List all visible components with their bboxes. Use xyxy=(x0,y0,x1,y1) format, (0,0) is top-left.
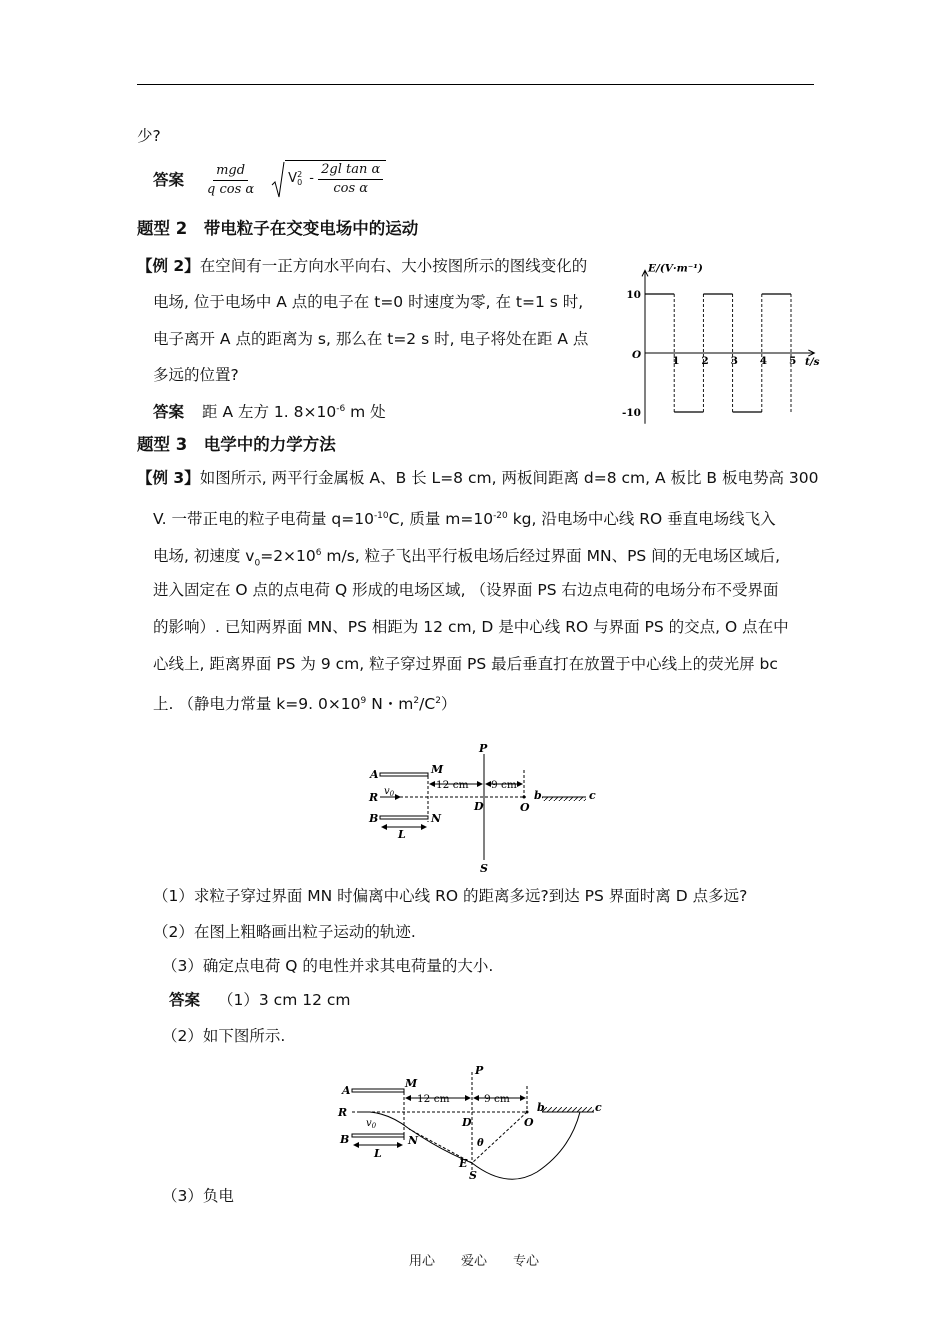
label-r: R xyxy=(369,791,379,804)
question-2: （2）在图上粗略画出粒子运动的轨迹. xyxy=(153,923,416,941)
label-b: B xyxy=(340,1133,350,1146)
exponent: 6 xyxy=(315,548,322,558)
continued-text: 少? xyxy=(137,127,161,145)
answer-label: 答案 xyxy=(169,991,201,1009)
example-2-line-4: 多远的位置? xyxy=(153,366,239,384)
answer-label: 答案 xyxy=(153,171,185,189)
label-12cm: 12 cm xyxy=(436,779,469,791)
subscript: 0 xyxy=(254,558,261,569)
example-3-line-2 xyxy=(153,506,776,529)
y-tick-label: 10 xyxy=(626,289,641,301)
minus-sign: - xyxy=(305,171,319,186)
exponent: 2 xyxy=(435,696,441,706)
label-a: A xyxy=(342,1084,351,1097)
exponent: 9 xyxy=(360,696,367,706)
label-c: c xyxy=(595,1101,602,1114)
example-text: 在空间有一正方向水平向右、大小按图所示的图线变化的 xyxy=(199,257,588,275)
sqrt-icon xyxy=(271,161,285,199)
screen-hatch xyxy=(542,1107,594,1112)
example-2-answer xyxy=(153,399,386,422)
label-v0: $v_0$ xyxy=(384,786,395,798)
v0-symbol: V xyxy=(288,171,298,186)
fraction-mgd xyxy=(204,163,257,198)
label-12cm: 12 cm xyxy=(417,1093,450,1105)
text-part: V. 一带正电的粒子电荷量 q=10 xyxy=(153,510,374,529)
text-part: N・m xyxy=(366,695,414,714)
text-part: 电场, 初速度 v xyxy=(153,547,255,566)
answer-text: （1）3 cm 12 cm xyxy=(218,991,351,1009)
example-2-line-1 xyxy=(137,256,587,276)
example-tag: 【例 3】 xyxy=(137,469,200,487)
text-part: kg, 沿电场中心线 RO 垂直电场线飞入 xyxy=(507,510,776,529)
label-b-screen: b xyxy=(537,1101,545,1114)
x-tick-label: 4 xyxy=(759,355,768,367)
screen-hatch xyxy=(542,797,586,801)
question-3: （3）确定点电荷 Q 的电性并求其电荷量的大小. xyxy=(162,957,494,975)
label-n: N xyxy=(408,1134,419,1147)
section-3-title: 题型 3 电学中的力学方法 xyxy=(137,435,336,454)
label-o: O xyxy=(520,801,530,814)
figure-2-diagram xyxy=(332,1062,612,1187)
label-d: D xyxy=(474,800,484,813)
point-o xyxy=(523,796,526,799)
label-b: B xyxy=(369,812,379,825)
fraction-2gltan xyxy=(318,162,383,197)
text-part: 上. （静电力常量 k=9. 0×10 xyxy=(153,695,361,714)
question-1: （1）求粒子穿过界面 MN 时偏离中心线 RO 的距离多远?到达 PS 界面时离 D 点多远? xyxy=(153,887,748,905)
example-3-line-3 xyxy=(153,543,780,573)
label-m: M xyxy=(405,1077,418,1090)
origin-label: O xyxy=(632,349,642,361)
plate-b xyxy=(352,1134,404,1137)
label-b-screen: b xyxy=(534,789,542,802)
section-2-title: 题型 2 带电粒子在交变电场中的运动 xyxy=(137,219,419,238)
example-tag: 【例 2】 xyxy=(137,257,200,275)
label-p: P xyxy=(479,742,488,755)
x-tick-label: 3 xyxy=(730,355,738,367)
label-e: E xyxy=(459,1157,468,1170)
example-3-line-1 xyxy=(137,468,819,488)
example-2-line-3: 电子离开 A 点的距离为 s, 那么在 t=2 s 时, 电子将处在距 A 点 xyxy=(153,330,589,348)
answer-3-part-1 xyxy=(169,990,351,1010)
plate-a xyxy=(380,773,428,776)
exponent: 2 xyxy=(413,696,420,706)
label-d: D xyxy=(462,1116,472,1129)
label-s: S xyxy=(480,862,488,875)
example-3-line-7 xyxy=(153,691,456,714)
v0-subscript: 0 xyxy=(297,178,303,187)
header-rule xyxy=(137,84,814,85)
label-v0: $v_0$ xyxy=(366,1118,377,1130)
answer-3-part-2: （2）如下图所示. xyxy=(162,1027,286,1045)
label-a: A xyxy=(370,768,379,781)
sqrt-body xyxy=(285,160,386,197)
v0-power: 2 xyxy=(297,170,303,179)
fraction-denominator: cos α xyxy=(333,180,369,196)
page-footer: 用心 爱心 专心 xyxy=(409,1254,540,1269)
text-part: =2×10 xyxy=(260,547,316,566)
exponent: -20 xyxy=(493,511,508,521)
exponent: -10 xyxy=(373,511,389,521)
label-9cm: 9 cm xyxy=(484,1093,510,1105)
answer-3-part-3: （3）负电 xyxy=(162,1187,234,1205)
point-o xyxy=(526,1111,529,1114)
plate-b xyxy=(380,816,428,819)
chart-labels xyxy=(622,262,820,419)
label-l: L xyxy=(398,828,406,841)
answer-value: 距 A 左方 1. 8×10 xyxy=(202,403,337,422)
text-part: m/s, 粒子飞出平行板电场后经过界面 MN、PS 间的无电场区域后, xyxy=(321,547,781,566)
figure-1-diagram xyxy=(360,740,620,875)
label-l: L xyxy=(374,1147,382,1160)
answer-label: 答案 xyxy=(153,403,185,422)
label-9cm: 9 cm xyxy=(491,779,517,791)
fraction-numerator: 2gl tan α xyxy=(318,162,383,180)
label-p: P xyxy=(475,1064,484,1077)
text-part: /C xyxy=(419,695,436,714)
fraction-numerator: mgd xyxy=(213,163,248,181)
label-o: O xyxy=(524,1116,534,1129)
y-axis-label: E/(V·m⁻¹) xyxy=(648,262,703,275)
x-tick-label: 5 xyxy=(789,355,797,367)
e-t-chart xyxy=(618,260,828,425)
example-3-line-4: 进入固定在 O 点的点电荷 Q 形成的电场区域, （设界面 PS 右边点电荷的电场分布不受界面 xyxy=(153,581,779,599)
y-tick-label: -10 xyxy=(622,407,641,419)
example-3-line-5: 的影响）. 已知两界面 MN、PS 相距为 12 cm, D 是中心线 RO 与界面 PS 的交点, O 点在中 xyxy=(153,618,789,636)
label-m: M xyxy=(431,763,444,776)
example-text: 如图所示, 两平行金属板 A、B 长 L=8 cm, 两板间距离 d=8 cm, A 板比 B 板电势高 300 xyxy=(199,469,819,487)
fraction-denominator: q cos α xyxy=(207,181,255,197)
label-theta: θ xyxy=(477,1138,484,1149)
label-s: S xyxy=(469,1169,477,1182)
plate-a xyxy=(352,1089,404,1092)
answer-unit: m 处 xyxy=(345,403,386,422)
answer-exponent: -6 xyxy=(336,404,346,414)
text-part: ） xyxy=(440,695,457,714)
text-part: C, 质量 m=10 xyxy=(388,510,494,529)
x-axis-label: t/s xyxy=(805,356,820,368)
answer-1 xyxy=(153,160,386,200)
example-2-line-2: 电场, 位于电场中 A 点的电子在 t=0 时速度为零, 在 t=1 s 时, xyxy=(153,293,584,311)
label-c: c xyxy=(589,789,596,802)
label-n: N xyxy=(431,812,442,825)
x-tick-label: 1 xyxy=(672,355,680,367)
label-r: R xyxy=(338,1106,348,1119)
x-tick-label: 2 xyxy=(701,355,709,367)
example-3-line-6: 心线上, 距离界面 PS 为 9 cm, 粒子穿过界面 PS 最后垂直打在放置于中心线上的荧光屏 bc xyxy=(153,655,778,673)
